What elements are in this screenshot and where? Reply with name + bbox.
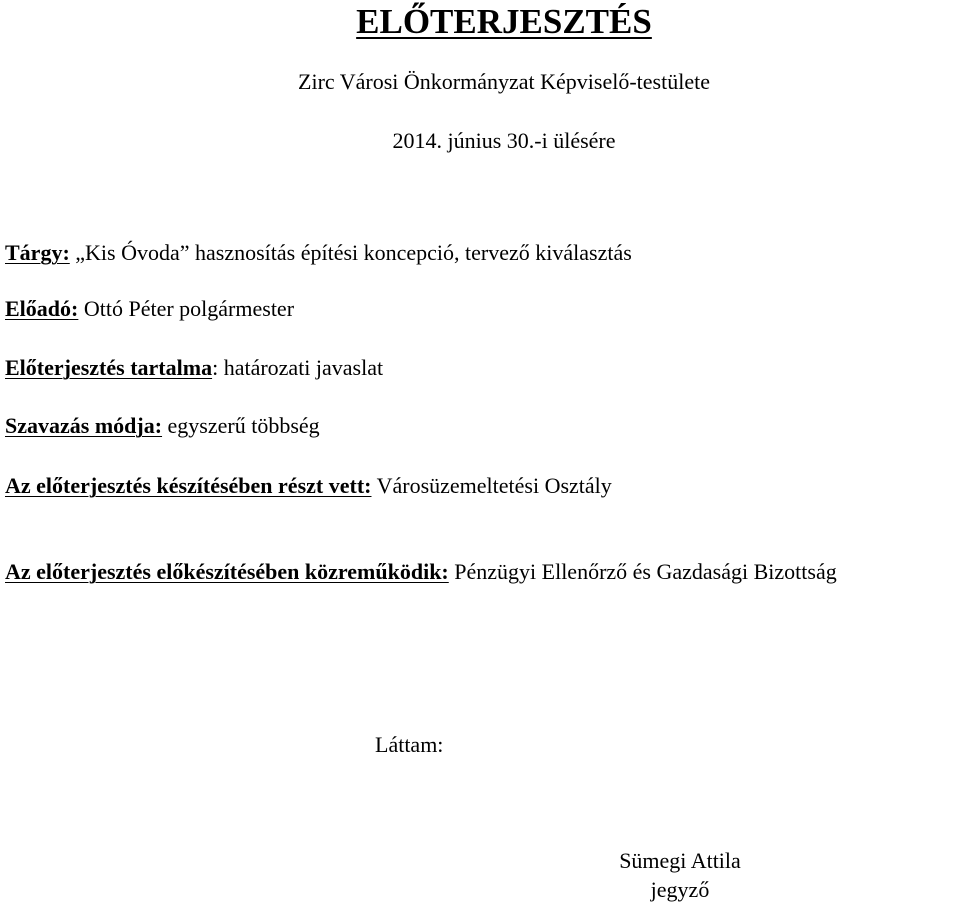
voting-value: egyszerű többség xyxy=(162,413,320,438)
voting-label: Szavazás módja: xyxy=(5,413,163,438)
signer-name: Sümegi Attila xyxy=(619,848,741,873)
prepared-by-label: Az előterjesztés készítésében részt vett: xyxy=(5,473,372,498)
presenter-field xyxy=(5,296,294,322)
meeting-date: 2014. június 30.-i ülésére xyxy=(392,128,616,153)
prepared-by-value: Városüzemeltetési Osztály xyxy=(371,473,612,498)
presenter-label: Előadó: xyxy=(5,296,79,321)
subject-field xyxy=(5,240,632,266)
content-field xyxy=(5,355,383,381)
contributor-label: Az előterjesztés előkészítésében közreműködik: xyxy=(5,559,449,584)
content-label: Előterjesztés tartalma xyxy=(5,355,213,380)
voting-field xyxy=(5,413,320,439)
contributor-field xyxy=(5,559,837,585)
content-value: : határozati javaslat xyxy=(212,355,384,380)
contributor-value: Pénzügyi Ellenőrző és Gazdasági Bizottság xyxy=(448,559,837,584)
prepared-by-field xyxy=(5,473,612,499)
document-title: ELŐTERJESZTÉS xyxy=(356,2,652,41)
presenter-value: Ottó Péter polgármester xyxy=(78,296,295,321)
subject-value: „Kis Óvoda” hasznosítás építési koncepció, tervező kiválasztás xyxy=(69,240,632,265)
subject-label: Tárgy: xyxy=(5,240,70,265)
signer-role: jegyző xyxy=(650,877,710,902)
seen-label: Láttam: xyxy=(375,732,444,757)
addressee-body: Zirc Városi Önkormányzat Képviselő-testülete xyxy=(298,69,710,94)
